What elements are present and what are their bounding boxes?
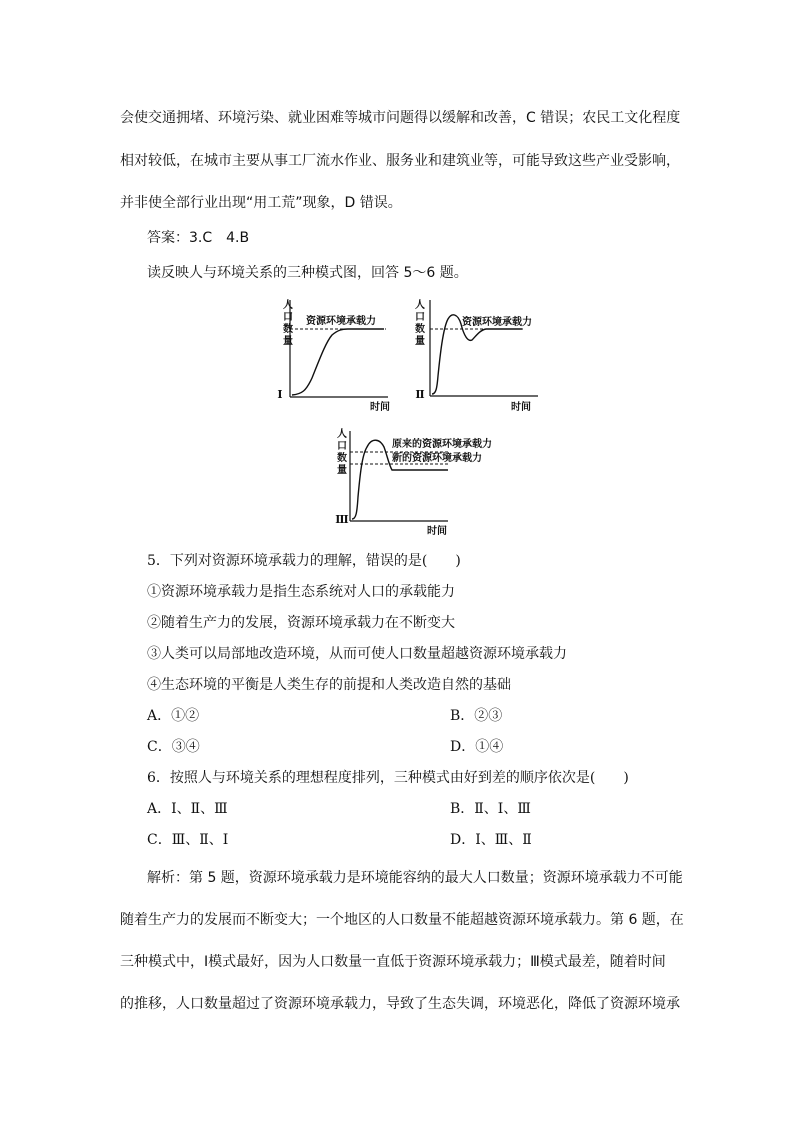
capacity-label: 资源环境承载力 [306, 316, 376, 327]
y-axis-label-char: 量 [415, 336, 425, 347]
x-axis-label: 时间 [427, 526, 447, 537]
option-d: D．Ⅰ、Ⅲ、Ⅱ [450, 832, 532, 848]
option-b: B．Ⅱ、Ⅰ、Ⅲ [450, 801, 531, 817]
y-axis-label-char: 量 [283, 336, 293, 347]
figure-intro: 读反映人与环境关系的三种模式图，回答 5～6 题。 [147, 265, 468, 281]
y-axis-label-char: 数 [337, 453, 347, 464]
x-axis-label: 时间 [370, 402, 390, 413]
new-capacity-label: 新的资源环境承载力 [392, 453, 482, 464]
statement-item: ③人类可以局部地改造环境，从而可使人口数量超越资源环境承载力 [147, 646, 567, 662]
statement-item: ④生态环境的平衡是人类生存的前提和人类改造自然的基础 [147, 677, 511, 693]
figure-model-2 [408, 296, 568, 416]
option-a: A．①② [147, 708, 200, 724]
option-c: C．③④ [147, 739, 200, 755]
prev-answer: 答案：3.C 4.B [147, 230, 250, 246]
y-axis-label-char: 人 [283, 300, 293, 311]
model-numeral: Ⅲ [335, 513, 349, 526]
y-axis-label-char: 口 [283, 312, 293, 323]
analysis-line-2: 随着生产力的发展而不断变大；一个地区的人口数量不能超越资源环境承载力。第 6 题，在 [120, 912, 684, 928]
y-axis-label-char: 口 [415, 312, 425, 323]
original-capacity-label: 原来的资源环境承载力 [392, 439, 492, 450]
y-axis-label-char: 数 [415, 324, 425, 335]
option-a: A．Ⅰ、Ⅱ、Ⅲ [147, 801, 228, 817]
option-d: D．①④ [450, 739, 504, 755]
y-axis-label-char: 人 [415, 300, 425, 311]
y-axis-label-char: 人 [337, 429, 347, 440]
figure-model-1 [270, 296, 400, 416]
population-curve [292, 329, 384, 395]
option-b: B．②③ [450, 708, 503, 724]
statement-item: ②随着生产力的发展，资源环境承载力在不断变大 [147, 615, 455, 631]
capacity-label: 资源环境承载力 [462, 317, 532, 328]
analysis-line-1: 解析：第 5 题，资源环境承载力是环境能容纳的最大人口数量；资源环境承载力不可能 [147, 870, 683, 886]
model-numeral: Ⅰ [277, 388, 283, 401]
figure-model-3 [332, 425, 532, 540]
prev-explanation-line-1: 会使交通拥堵、环境污染、就业困难等城市问题得以缓解和改善，C 错误；农民工文化程度 [120, 110, 681, 126]
analysis-line-4: 的推移，人口数量超过了资源环境承载力，导致了生态失调，环境恶化，降低了资源环境承 [120, 996, 680, 1012]
y-axis-label-char: 量 [337, 465, 347, 476]
statement-item: ①资源环境承载力是指生态系统对人口的承载能力 [147, 584, 455, 600]
x-axis-label: 时间 [511, 402, 531, 413]
model-numeral: Ⅱ [415, 388, 425, 401]
question-5-stem: 5．下列对资源环境承载力的理解，错误的是( ) [147, 553, 461, 569]
prev-explanation-line-3: 并非使全部行业出现“用工荒”现象，D 错误。 [120, 195, 402, 211]
analysis-line-3: 三种模式中，Ⅰ模式最好，因为人口数量一直低于资源环境承载力；Ⅲ模式最差，随着时间 [120, 954, 666, 970]
y-axis-label-char: 口 [337, 441, 347, 452]
question-6-stem: 6．按照人与环境关系的理想程度排列，三种模式由好到差的顺序依次是( ) [147, 770, 629, 786]
option-c: C．Ⅲ、Ⅱ、Ⅰ [147, 832, 229, 848]
y-axis-label-char: 数 [283, 324, 293, 335]
prev-explanation-line-2: 相对较低，在城市主要从事工厂流水作业、服务业和建筑业等，可能导致这些产业受影响， [120, 153, 680, 169]
